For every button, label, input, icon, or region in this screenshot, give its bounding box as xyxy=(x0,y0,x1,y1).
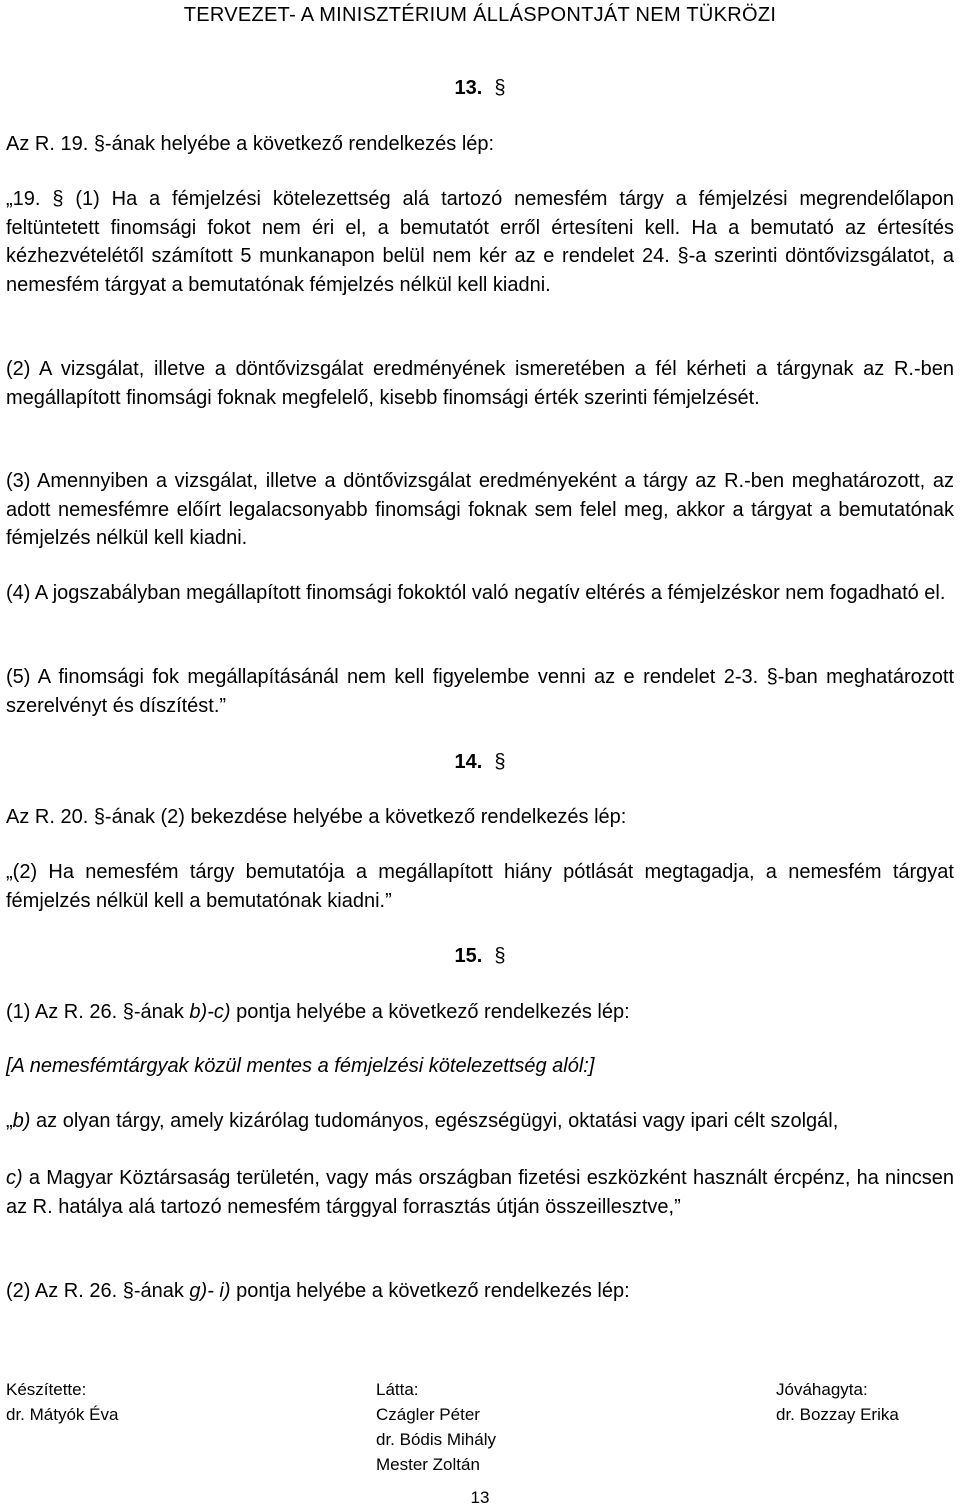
paragraph-bracket-note: [A nemesfémtárgyak közül mentes a fémjelzési kötelezettség alól:] xyxy=(6,1055,595,1077)
paragraph-intro-19: Az R. 19. §-ának helyébe a következő rendelkezés lép: xyxy=(6,133,495,155)
paragraph-26-2 xyxy=(6,1277,954,1306)
page-number: 13 xyxy=(470,1488,490,1507)
paragraph-sign: § xyxy=(494,77,506,99)
prepared-by-label: Készítette: xyxy=(6,1380,87,1399)
section-14-heading xyxy=(6,748,954,777)
paragraph-sign: § xyxy=(494,945,506,967)
paragraph-26-1 xyxy=(6,998,954,1027)
reviewed-by-name: Czágler Péter xyxy=(376,1405,480,1424)
paragraph-point-c xyxy=(6,1164,954,1221)
text-run: a Magyar Köztársaság területén, vagy más országban fizetési eszközként használt ércpénz, ha nincsen az R. hatálya alá tartozó nemesfém tárggyal forrasztás útján összeillesztve,” xyxy=(6,1167,954,1218)
paragraph-19-5: (5) A finomsági fok megállapításánál nem kell figyelembe venni az e rendelet 2-3. §-ban meghatározott szerelvényt és díszítést.” xyxy=(6,666,954,717)
reviewed-by-label: Látta: xyxy=(376,1380,419,1399)
reviewed-by-name: dr. Bódis Mihály xyxy=(376,1430,496,1449)
approved-by-label: Jóváhagyta: xyxy=(776,1380,868,1399)
italic-point-ref: b)-c) xyxy=(189,1001,231,1023)
reviewed-by-column xyxy=(376,1377,496,1477)
italic-point-ref: b) xyxy=(12,1110,31,1132)
text-run: pontja helyébe a következő rendelkezés lép: xyxy=(230,1001,630,1023)
paragraph-sign: § xyxy=(494,751,506,773)
approved-by-column xyxy=(776,1377,899,1427)
section-15-heading xyxy=(6,942,954,971)
paragraph-intro-20: Az R. 20. §-ának (2) bekezdése helyébe a következő rendelkezés lép: xyxy=(6,806,627,828)
reviewed-by-name: Mester Zoltán xyxy=(376,1455,480,1474)
paragraph-19-2: (2) A vizsgálat, illetve a döntővizsgálat eredményének ismeretében a fél kérheti a tárgynak az R.-ben megállapított finomsági foknak megfelelő, kisebb finomsági érték szerinti fémjelzését. xyxy=(6,358,954,409)
section-13-heading xyxy=(6,74,954,103)
paragraph-20-2: „(2) Ha nemesfém tárgy bemutatója a megállapított hiány pótlását megtagadja, a nemesfém tárgyat fémjelzés nélkül kell a bemutatónak kiadni.” xyxy=(6,861,954,912)
paragraph-19-1: „19. § (1) Ha a fémjelzési kötelezettség alá tartozó nemesfém tárgy a fémjelzési megrendelőlapon feltüntetett finomsági fokot nem éri el, a bemutatót erről értesíteni kell. Ha a bemutató az értesítés kézhezvételétől számított 5 munkanapon belül nem kér az e rendelet 24. §-a szerinti döntővizsgálatot, a nemesfém tárgyat a bemutatónak fémjelzés nélkül kell kiadni. xyxy=(6,188,954,296)
text-run: (2) Az R. 26. §-ának xyxy=(6,1280,190,1302)
section-number: 15. xyxy=(454,945,483,967)
prepared-by-column xyxy=(6,1377,118,1427)
section-number: 14. xyxy=(454,751,483,773)
text-run: pontja helyébe a következő rendelkezés lép: xyxy=(230,1280,630,1302)
paragraph-19-3: (3) Amennyiben a vizsgálat, illetve a döntővizsgálat eredményeként a tárgy az R.-ben meghatározott, az adott nemesfémre előírt legalacsonyabb finomsági foknak sem felel meg, akkor a tárgyat a bemutatónak fémjelzés nélkül kell kiadni. xyxy=(6,470,954,549)
text-run: (1) Az R. 26. §-ának xyxy=(6,1001,190,1023)
text-run: az olyan tárgy, amely kizárólag tudományos, egészségügyi, oktatási vagy ipari célt szolgál, xyxy=(30,1110,839,1132)
italic-point-ref: g)- i) xyxy=(189,1280,231,1302)
draft-header: TERVEZET- A MINISZTÉRIUM ÁLLÁSPONTJÁT NEM TÜKRÖZI xyxy=(183,4,777,26)
paragraph-point-b xyxy=(6,1107,954,1136)
prepared-by-name: dr. Mátyók Éva xyxy=(6,1405,119,1424)
section-number: 13. xyxy=(454,77,483,99)
italic-point-ref: c) xyxy=(6,1167,23,1189)
approved-by-name: dr. Bozzay Erika xyxy=(776,1405,899,1424)
paragraph-19-4: (4) A jogszabályban megállapított finomsági fokoktól való negatív eltérés a fémjelzéskor nem fogadható el. xyxy=(6,582,946,604)
opening-quote: „ xyxy=(6,1110,13,1132)
